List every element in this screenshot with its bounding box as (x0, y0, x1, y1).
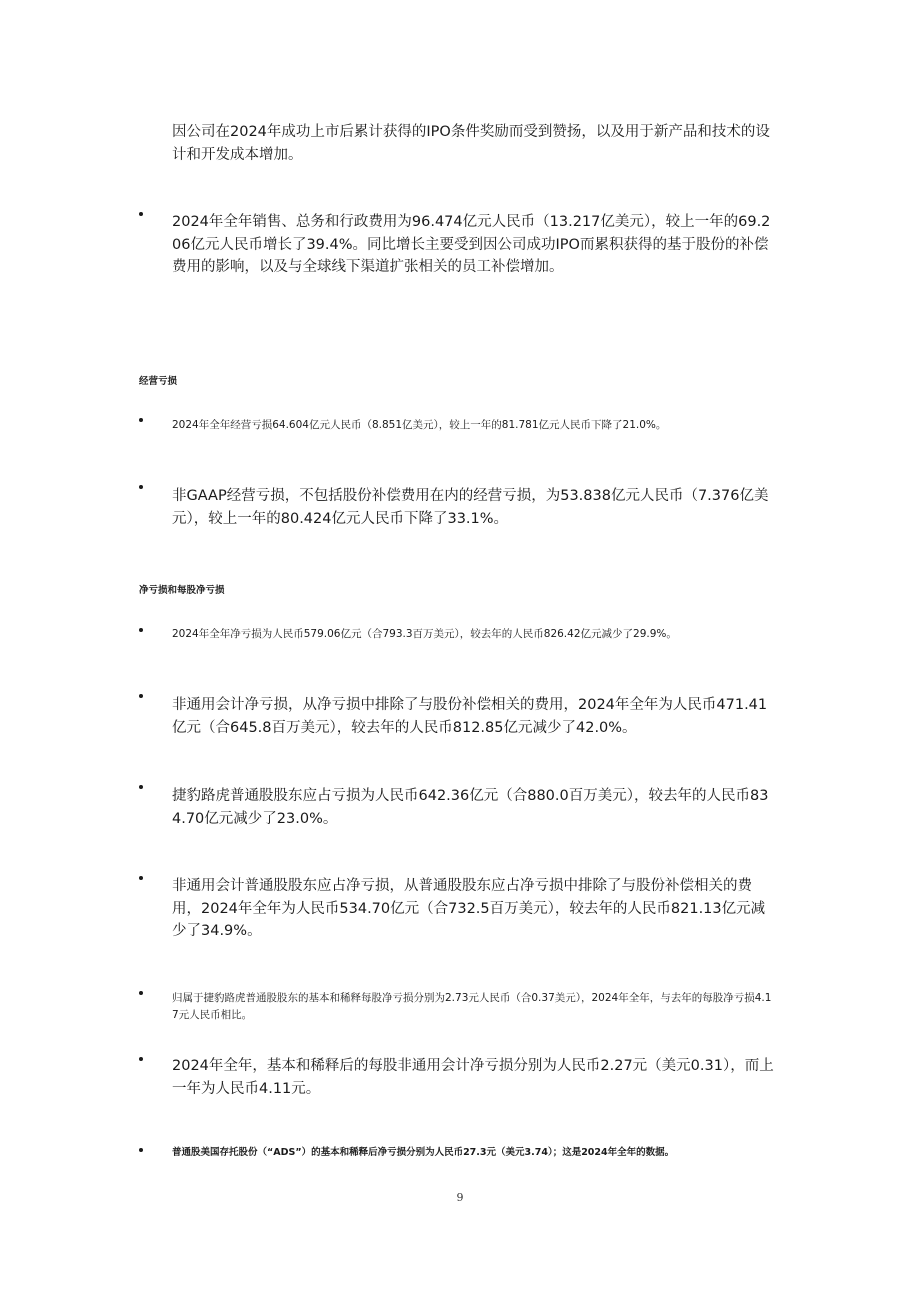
page-number: 9 (456, 1191, 464, 1204)
bullet-marker (139, 418, 143, 422)
paragraph-rd-expense-continuation: 因公司在2024年成功上市后累计获得的IPO条件奖励而受到赞扬，以及用于新产品和技术的设计和开发成本增加。 (172, 124, 770, 163)
bullet-marker (139, 876, 143, 880)
paragraph-ads-loss: 普通股美国存托股份（“ADS”）的基本和稀释后净亏损分别为人民币27.3元（美元3.74）；这是2024年全年的数据。 (172, 1147, 675, 1158)
bullet-marker (139, 212, 143, 216)
bullet-marker (139, 991, 143, 995)
paragraph-sga-expense: 2024年全年销售、总务和行政费用为96.474亿元人民币（13.217亿美元），较上一年的69.206亿元人民币增长了39.4%。同比增长主要受到因公司成功IPO而累积获得的基于股份的补偿费用的影响，以及与全球线下渠道扩张相关的员工补偿增加。 (172, 214, 771, 275)
heading-net-loss: 净亏损和每股净亏损 (139, 585, 225, 596)
paragraph-operating-loss: 2024年全年经营亏损64.604亿元人民币（8.851亿美元），较上一年的81.781亿元人民币下降了21.0%。 (172, 419, 667, 431)
paragraph-loss-attributable: 捷豹路虎普通股股东应占亏损为人民币642.36亿元（合880.0百万美元），较去年的人民币834.70亿元减少了23.0%。 (172, 788, 769, 827)
paragraph-non-gaap-operating-loss: 非GAAP经营亏损，不包括股份补偿费用在内的经营亏损，为53.838亿元人民币（7.376亿美元），较上一年的80.424亿元人民币下降了33.1%。 (172, 488, 769, 527)
paragraph-non-gaap-loss-attributable: 非通用会计普通股股东应占净亏损，从普通股股东应占净亏损中排除了与股份补偿相关的费用，2024年全年为人民币534.70亿元（合732.5百万美元），较去年的人民币821.13亿元减少了34.9%。 (172, 878, 766, 939)
bullet-marker (139, 485, 143, 489)
heading-operating-loss: 经营亏损 (139, 376, 178, 387)
bullet-marker (139, 694, 143, 698)
bullet-marker (139, 785, 143, 789)
paragraph-non-gaap-net-loss: 非通用会计净亏损，从净亏损中排除了与股份补偿相关的费用，2024年全年为人民币471.41亿元（合645.8百万美元），较去年的人民币812.85亿元减少了42.0%。 (172, 697, 768, 736)
bullet-marker (139, 1148, 143, 1152)
paragraph-net-loss: 2024年全年净亏损为人民币579.06亿元（合793.3百万美元），较去年的人民币826.42亿元减少了29.9%。 (172, 628, 677, 640)
bullet-marker (139, 1057, 143, 1061)
paragraph-eps: 归属于捷豹路虎普通股股东的基本和稀释每股净亏损分别为2.73元人民币（合0.37美元），2024年全年，与去年的每股净亏损4.17元人民币相比。 (172, 992, 772, 1021)
bullet-marker (139, 628, 143, 632)
paragraph-non-gaap-eps: 2024年全年，基本和稀释后的每股非通用会计净亏损分别为人民币2.27元（美元0.31），而上一年为人民币4.11元。 (172, 1058, 774, 1097)
